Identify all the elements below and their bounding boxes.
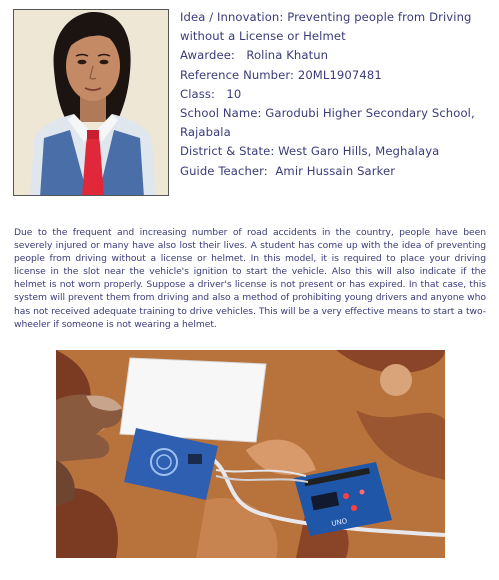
awardee-line	[180, 46, 480, 65]
project-photo	[56, 350, 445, 558]
awardee-portrait	[13, 9, 169, 196]
awardee-value: Rolina Khatun	[246, 48, 329, 63]
arduino-board-label: UNO	[330, 517, 348, 528]
class-label: Class:	[180, 86, 216, 101]
reference-line	[180, 66, 480, 85]
reference-label: Reference Number:	[180, 67, 295, 82]
district-label: District & State:	[180, 144, 275, 159]
school-label: School Name:	[180, 106, 262, 121]
school-value-cont: Rajabala	[180, 125, 231, 140]
idea-line	[180, 8, 480, 27]
awardee-label: Awardee:	[180, 48, 235, 63]
school-value: Garodubi Higher Secondary School,	[265, 106, 475, 121]
idea-value: Preventing people from Driving	[287, 10, 472, 24]
guide-value: Amir Hussain Sarker	[275, 163, 396, 178]
district-line	[180, 142, 480, 161]
project-photo-image	[56, 350, 445, 558]
idea-line-cont	[180, 27, 480, 46]
guide-label: Guide Teacher:	[180, 163, 268, 178]
school-line	[180, 104, 480, 123]
class-value: 10	[226, 86, 242, 101]
idea-label: Idea / Innovation:	[180, 10, 284, 24]
awardee-info	[180, 8, 480, 181]
district-value: West Garo Hills, Meghalaya	[278, 144, 440, 159]
class-line	[180, 85, 480, 104]
reference-value: 20ML1907481	[297, 67, 382, 82]
guide-line	[180, 162, 480, 181]
project-description: Due to the frequent and increasing number of road accidents in the country, people have been severely injured or many have also lost their lives. A student has come up with the idea of preventing people from driving without a license or helmet. In this model, it is required to place your driving license in the slot near the vehicle's ignition to start the vehicle. Also this will also indicate if the helmet is not worn properly. Suppose a driver's license is not present or has expired. In that case, this system will prevent them from driving and also a method of prohibiting young drivers and anyone who has not received adequate training to drive vehicles. This will be a very effective means to start a two-wheeler if someone is not wearing a helmet.	[14, 227, 486, 330]
idea-value-cont: without a License or Helmet	[180, 29, 346, 44]
school-line-cont	[180, 123, 480, 142]
portrait-image	[14, 10, 169, 196]
